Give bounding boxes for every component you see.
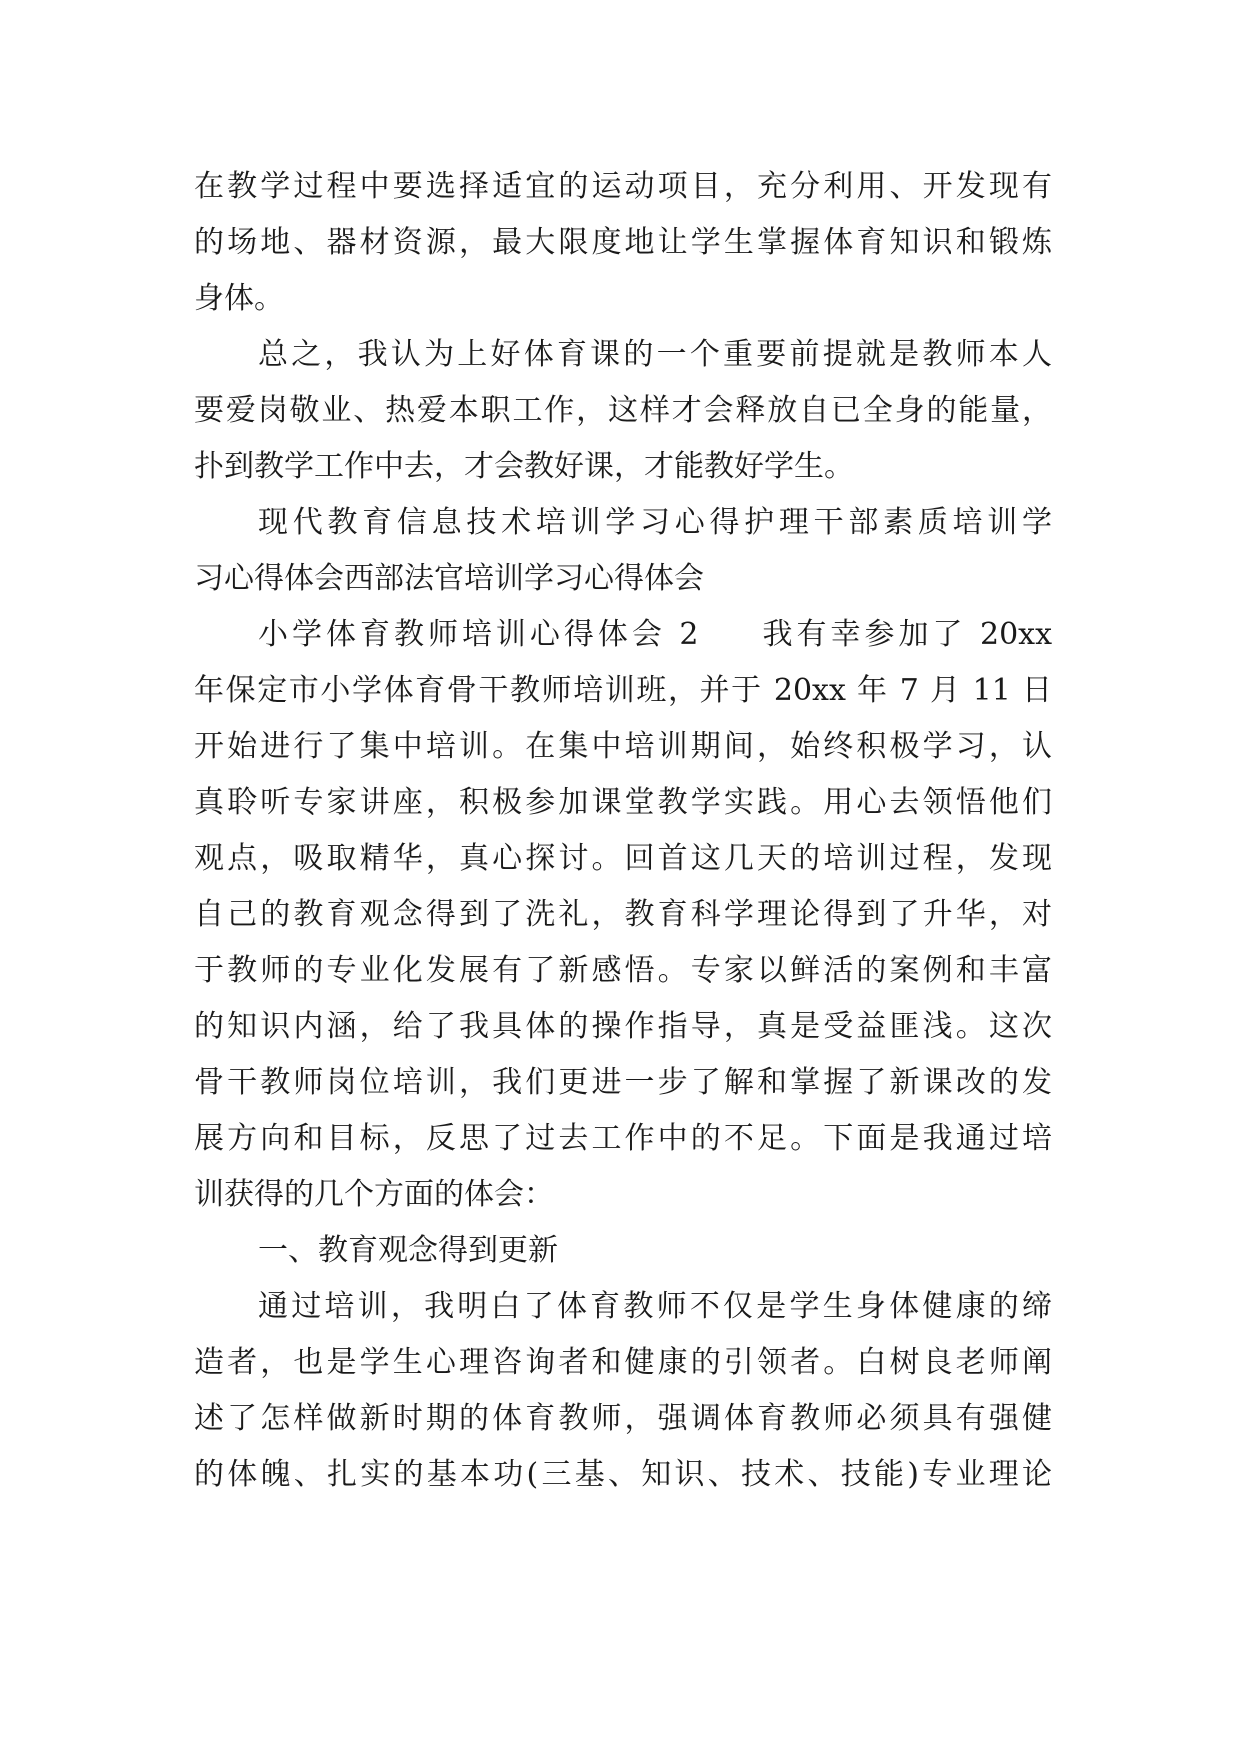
subheading: 一、教育观念得到更新 — [258, 1233, 558, 1268]
paragraph-start: 我有幸参加了 20xx — [758, 617, 1052, 652]
text-line: 造者，也是学生心理咨询者和健康的引领者。白树良老师阐 — [194, 1345, 1052, 1380]
text-line: 身体。 — [194, 281, 284, 316]
paragraph-first-line: 通过培训，我明白了体育教师不仅是学生身体健康的缔 — [258, 1289, 1052, 1324]
text-line: 的场地、器材资源，最大限度地让学生掌握体育知识和锻炼 — [194, 225, 1052, 260]
section-title: 小学体育教师培训心得体会 2 — [258, 617, 699, 652]
text-line: 扑到教学工作中去，才会教好课，才能教好学生。 — [194, 449, 854, 484]
text-line: 的体魄、扎实的基本功(三基、知识、技术、技能)专业理论 — [194, 1457, 1052, 1492]
text-line: 的知识内涵，给了我具体的操作指导，真是受益匪浅。这次 — [194, 1009, 1052, 1044]
paragraph-first-line: 总之，我认为上好体育课的一个重要前提就是教师本人 — [258, 337, 1052, 372]
text-line: 开始进行了集中培训。在集中培训期间，始终积极学习，认 — [194, 729, 1052, 764]
text-line: 要爱岗敬业、热爱本职工作，这样才会释放自已全身的能量， — [194, 393, 1052, 428]
text-line: 述了怎样做新时期的体育教师，强调体育教师必须具有强健 — [194, 1401, 1052, 1436]
text-line: 年保定市小学体育骨干教师培训班，并于 20xx 年 7 月 11 日 — [194, 673, 1052, 708]
related-links-line: 习心得体会西部法官培训学习心得体会 — [194, 561, 704, 596]
text-line: 于教师的专业化发展有了新感悟。专家以鲜活的案例和丰富 — [194, 953, 1052, 988]
text-line: 自己的教育观念得到了洗礼，教育科学理论得到了升华，对 — [194, 897, 1052, 932]
text-line: 训获得的几个方面的体会： — [194, 1177, 554, 1212]
section-title-line — [258, 606, 1052, 664]
text-line: 骨干教师岗位培训，我们更进一步了解和掌握了新课改的发 — [194, 1065, 1052, 1100]
text-line: 观点，吸取精华，真心探讨。回首这几天的培训过程，发现 — [194, 841, 1052, 876]
related-links-line: 现代教育信息技术培训学习心得护理干部素质培训学 — [258, 505, 1052, 540]
text-line: 展方向和目标，反思了过去工作中的不足。下面是我通过培 — [194, 1121, 1052, 1156]
text-line: 真聆听专家讲座，积极参加课堂教学实践。用心去领悟他们 — [194, 785, 1052, 820]
text-line: 在教学过程中要选择适宜的运动项目，充分利用、开发现有 — [194, 169, 1052, 204]
